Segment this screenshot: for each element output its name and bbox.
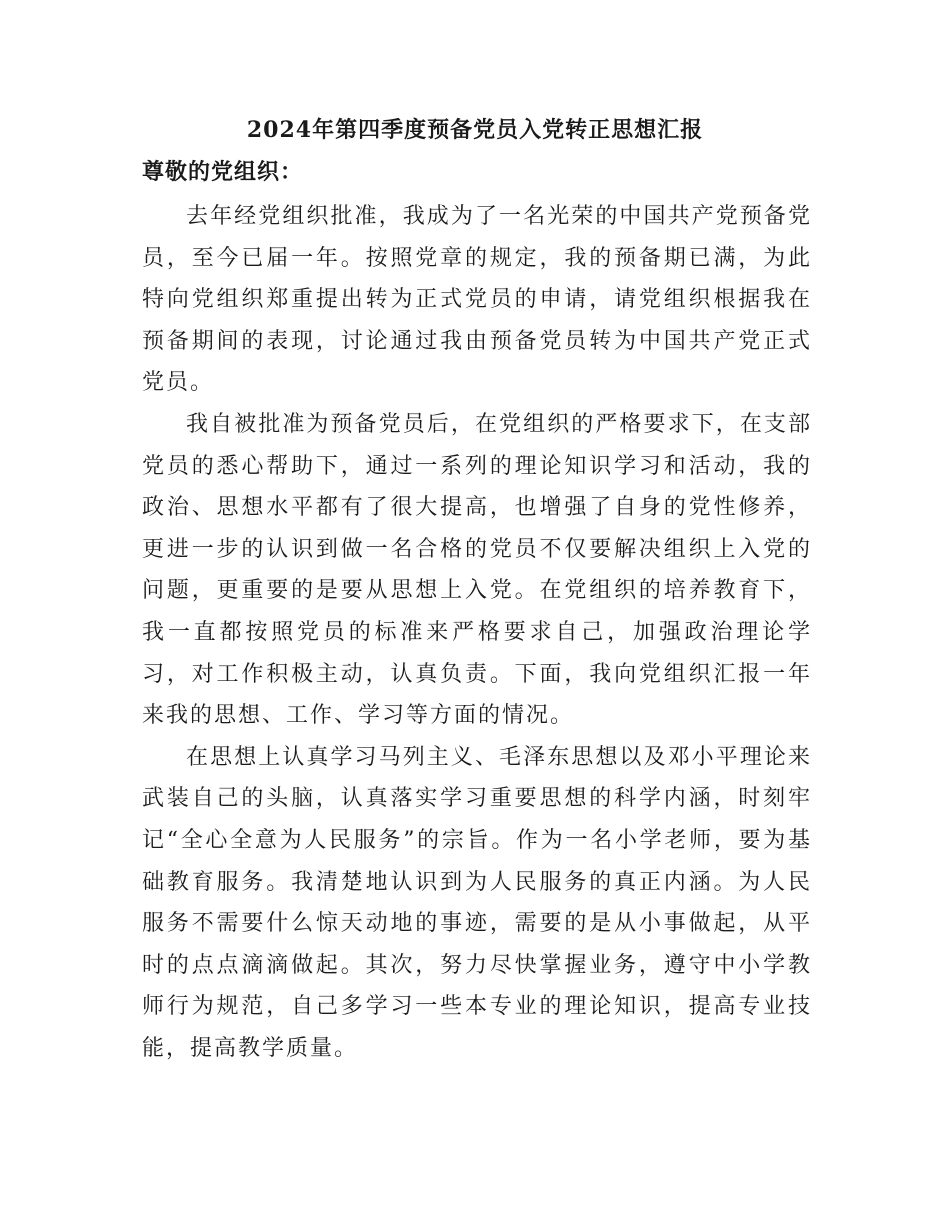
- paragraph-3: 在思想上认真学习马列主义、毛泽东思想以及邓小平理论来武装自己的头脑，认真落实学习重要思想的科学内涵，时刻牢记“全心全意为人民服务”的宗旨。作为一名小学老师，要为基础教育服务。我清楚地认识到为人民服务的真正内涵。为人民服务不需要什么惊天动地的事迹，需要的是从小事做起，从平时的点点滴滴做起。其次，努力尽快掌握业务，遵守中小学教师行为规范，自己多学习一些本专业的理论知识，提高专业技能，提高教学质量。: [142, 744, 812, 1061]
- paragraph-1: 去年经党组织批准，我成为了一名光荣的中国共产党预备党员，至今已届一年。按照党章的规定，我的预备期已满，为此特向党组织郑重提出转为正式党员的申请，请党组织根据我在预备期间的表现，讨论通过我由预备党员转为中国共产党正式党员。: [142, 204, 812, 396]
- paragraph-2: 我自被批准为预备党员后，在党组织的严格要求下，在支部党员的悉心帮助下，通过一系列的理论知识学习和活动，我的政治、思想水平都有了很大提高，也增强了自身的党性修养，更进一步的认识到做一名合格的党员不仅要解决组织上入党的问题，更重要的是要从思想上入党。在党组织的培养教育下，我一直都按照党员的标准来严格要求自己，加强政治理论学习，对工作积极主动，认真负责。下面，我向党组织汇报一年来我的思想、工作、学习等方面的情况。: [142, 411, 812, 729]
- salutation: 尊敬的党组织：: [142, 159, 304, 185]
- document-title: 2024年第四季度预备党员入党转正思想汇报: [246, 117, 704, 143]
- document-body: [142, 196, 812, 1069]
